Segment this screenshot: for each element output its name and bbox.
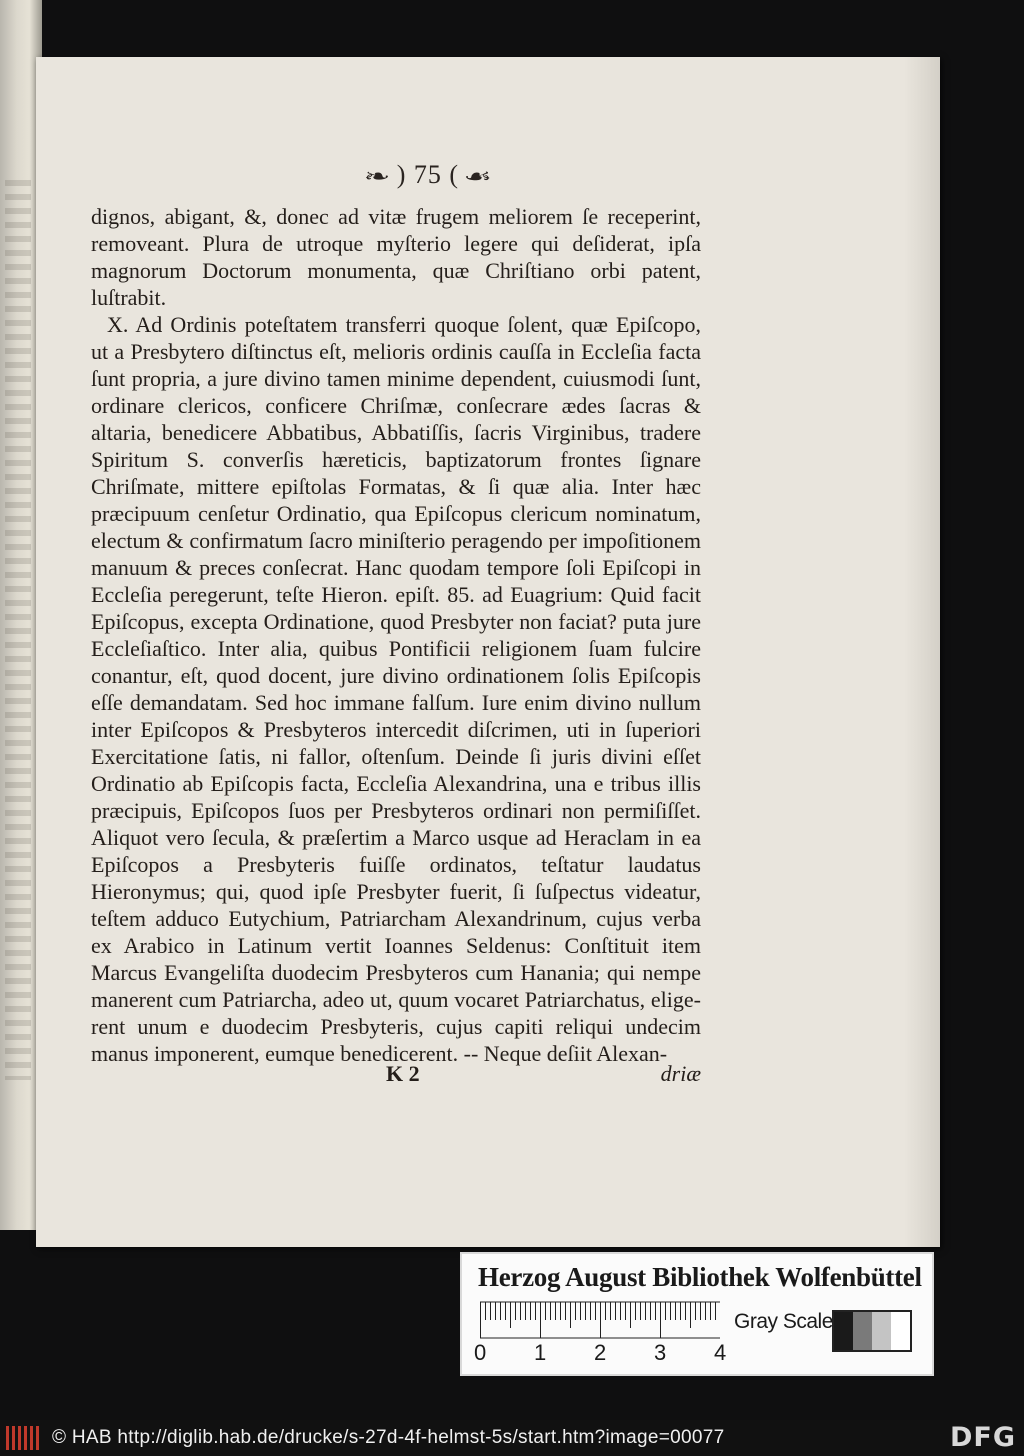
ornament-right-icon: ☙ bbox=[463, 166, 494, 188]
library-name: Herzog August Bibliothek Wolfenbüttel bbox=[478, 1262, 922, 1292]
ornament-left-icon: ❧ bbox=[363, 166, 393, 188]
swatch-white bbox=[891, 1312, 910, 1350]
paragraph: X. Ad Ordinis poteſtatem transferri quoque ſolent, quæ Epiſcopo, ut a Presbytero diſtinctus eſt, melioris ordinis cauſſa in Eccleſia facta ſunt propria, a jure divino tamen minime dependent, cuiusmodi ſunt, ordinare clericos, conficere Chriſmæ, conſecrare ædes ſacras & altaria, benedicere Abbatibus, Abbatiſſis, ſacris Virginibus, tradere Spiritum S. converſis hæreticis, baptizatorum frontes ſignare Chriſmate, mittere epiſtolas Formatas, & ſi quæ alia. Inter hæc præcipuum cenſetur Ordinatio, qua Epiſcopus clericum nominatum, electum & confirmatum ſacro miniſterio peragendo per impoſitionem manuum & preces conſecrat. Hanc quodam tempore ſoli Epiſcopi in Eccleſia peregerunt, teſte Hieron. epiſt. 85. ad Euagrium: Quid facit Epiſcopus, excepta Ordinatione, quod Presbyter non faciat? puta jure Eccleſiaſtico. Inter alia, quibus Pontificii religionem ſuam fulcire conantur, eſt, quod docent, jure divino ordinationem ſolis Epiſcopis eſſe demandatam. Sed hoc immane falſum. Iure enim divino nullum inter Epiſcopos & Presbyteros intercedit diſcrimen, uti in ſuperiori Exercitatione ſatis, ni fallor, oſtenſum. Deinde ſi juris divini eſſet Ordinatio ab Epiſcopis facta, Eccleſia Alexandrina, una e tribus illis præcipuis, Epiſcopos ſuos per Presbyteros ordinari non permiſiſſet. Aliquot vero ſecula, & præſertim a Marco usque ad Heraclam in ea Epiſcopos a Presbyteris fuiſſe ordinatos, teſtatur laudatus Hieronymus; qui, quod ipſe Presbyter fuerit, ſi ſuſpectus videatur, teſtem adduco Eutychium, Patriarcham Alexandrinum, cujus verba ex Arabico in Latinum vertit Ioannes Seldenus: Conſtituit item Marcus Evangeliſta duodecim Presbyteros cum Hanania; qui nempe manerent cum Patriarcha, adeo ut, quum vocaret Patriarchatus, eligerent unum e duodecim Presbyteris, cujus capiti reliqui undecim manus imponerent, eumque benedicerent. -- Neque deſiit Alexan- bbox=[91, 312, 701, 1066]
ruler-number: 0 bbox=[474, 1340, 487, 1365]
ruler-numbers bbox=[474, 1340, 734, 1370]
dfg-logo: DFG bbox=[949, 1422, 1016, 1453]
library-label-card bbox=[460, 1252, 934, 1376]
swatch-dark-gray bbox=[853, 1312, 872, 1350]
page-header bbox=[36, 160, 821, 190]
document-page bbox=[36, 57, 940, 1247]
ruler-number: 3 bbox=[654, 1340, 667, 1365]
body-text bbox=[91, 203, 701, 1067]
barcode-icon bbox=[6, 1426, 42, 1450]
gray-scale-swatch bbox=[832, 1310, 912, 1352]
book-edge-texture bbox=[5, 180, 31, 1080]
swatch-light-gray bbox=[872, 1312, 891, 1350]
source-url[interactable]: © HAB http://diglib.hab.de/drucke/s-27d-4f-helmst-5s/start.htm?image=00077 bbox=[52, 1427, 725, 1448]
ruler-number: 2 bbox=[594, 1340, 607, 1365]
ruler-number: 4 bbox=[714, 1340, 727, 1365]
ruler-scale bbox=[480, 1300, 720, 1340]
footer-bar bbox=[0, 1420, 1024, 1456]
gray-scale-label: Gray Scale bbox=[734, 1310, 833, 1333]
swatch-black bbox=[834, 1312, 853, 1350]
page-footer bbox=[91, 1061, 701, 1091]
page-shadow bbox=[904, 57, 940, 1247]
signature-mark: K 2 bbox=[386, 1061, 420, 1086]
catchword: driæ bbox=[660, 1061, 701, 1086]
page-number: ) 75 ( bbox=[396, 160, 460, 189]
paragraph: dignos, abigant, &, donec ad vitæ frugem meliorem ſe receperint, removeant. Plura de utroque myſterio legere qui deſiderat, ipſa magnorum Doctorum monumenta, quæ Chriſtiano orbi patent, luſtrabit. bbox=[91, 204, 701, 310]
ruler-number: 1 bbox=[534, 1340, 547, 1365]
